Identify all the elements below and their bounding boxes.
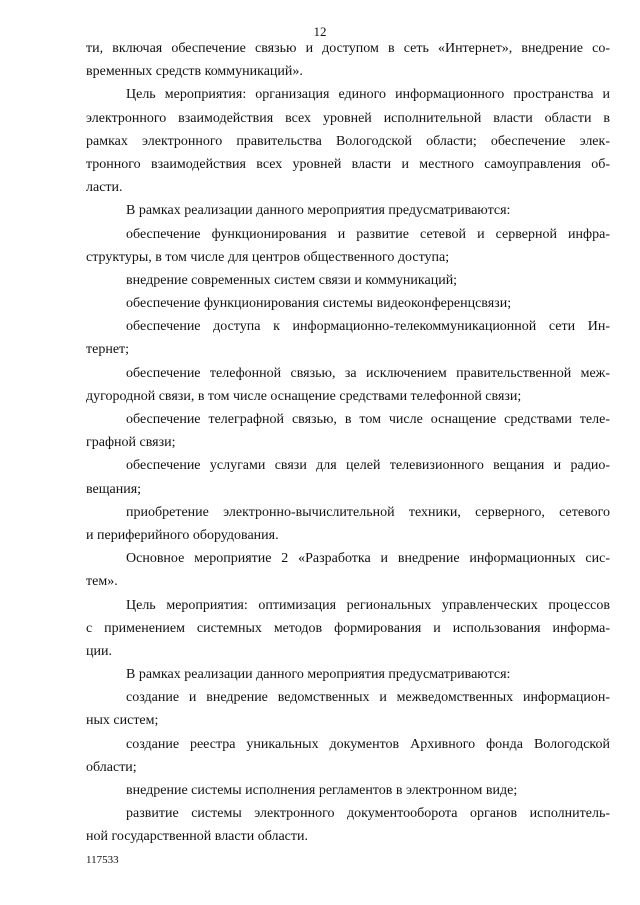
document-code: 117533 (86, 854, 119, 866)
text-line: графной связи; (86, 435, 176, 451)
text-line: внедрение системы исполнения регламентов в электронном виде; (126, 783, 518, 798)
text-line: электронного взаимодействия всех уровней исполнительной власти области в (86, 110, 610, 126)
text-line: Цель мероприятия: оптимизация региональных управленческих процессов (126, 597, 610, 613)
text-line: ти, включая обеспечение связью и доступом в сеть «Интернет», внедрение со- (86, 41, 610, 56)
text-line: тронного взаимодействия всех уровней власти и местного самоуправления об- (86, 156, 610, 172)
text-line: тернет; (86, 342, 130, 358)
text-line: рамках электронного правительства Вологодской области; обеспечение элек- (86, 133, 610, 149)
text-line: обеспечение телеграфной связью, в том числе оснащение средствами теле- (126, 412, 610, 427)
text-line: временных средств коммуникаций». (86, 64, 303, 80)
text-line: создание реестра уникальных документов Архивного фонда Вологодской (126, 736, 610, 752)
text-line: Основное мероприятие 2 «Разработка и внедрение информационных сис- (126, 551, 610, 567)
text-line: обеспечение функционирования и развитие сетевой и серверной инфра- (126, 226, 610, 242)
text-line: Цель мероприятия: организация единого информационного пространства и (126, 87, 610, 103)
text-line: ных систем; (86, 713, 159, 729)
text-line: ции. (86, 643, 112, 659)
text-line: развитие системы электронного документооборота органов исполнитель- (126, 806, 610, 822)
text-line: вещания; (86, 481, 142, 497)
page-number: 12 (313, 24, 327, 39)
text-line: обеспечение услугами связи для целей телевизионного вещания и радио- (126, 458, 610, 474)
text-line: структуры, в том числе для центров общественного доступа; (86, 249, 450, 265)
text-line: дугородной связи, в том числе оснащение средствами телефонной связи; (86, 388, 522, 404)
text-line: с применением системных методов формирования и использования информа- (86, 620, 610, 636)
text-line: ной государственной власти области. (86, 829, 309, 845)
text-line: приобретение электронно-вычислительной техники, серверного, сетевого (126, 504, 610, 520)
text-line: обеспечение функционирования системы видеоконференцсвязи; (126, 296, 512, 312)
text-line: области; (86, 759, 137, 775)
text-line: внедрение современных систем связи и коммуникаций; (126, 272, 458, 288)
text-line: тем». (86, 574, 118, 590)
text-line: обеспечение доступа к информационно-телекоммуникационной сети Ин- (126, 319, 610, 335)
text-line: обеспечение телефонной связью, за исключением правительственной меж- (126, 365, 610, 381)
document-body (86, 37, 610, 849)
text-line: ласти. (86, 180, 123, 196)
text-line: В рамках реализации данного мероприятия предусматриваются: (126, 667, 511, 683)
text-line: и периферийного оборудования. (86, 527, 279, 543)
text-line: создание и внедрение ведомственных и межведомственных информацион- (126, 690, 610, 706)
text-line: В рамках реализации данного мероприятия предусматриваются: (126, 203, 511, 219)
